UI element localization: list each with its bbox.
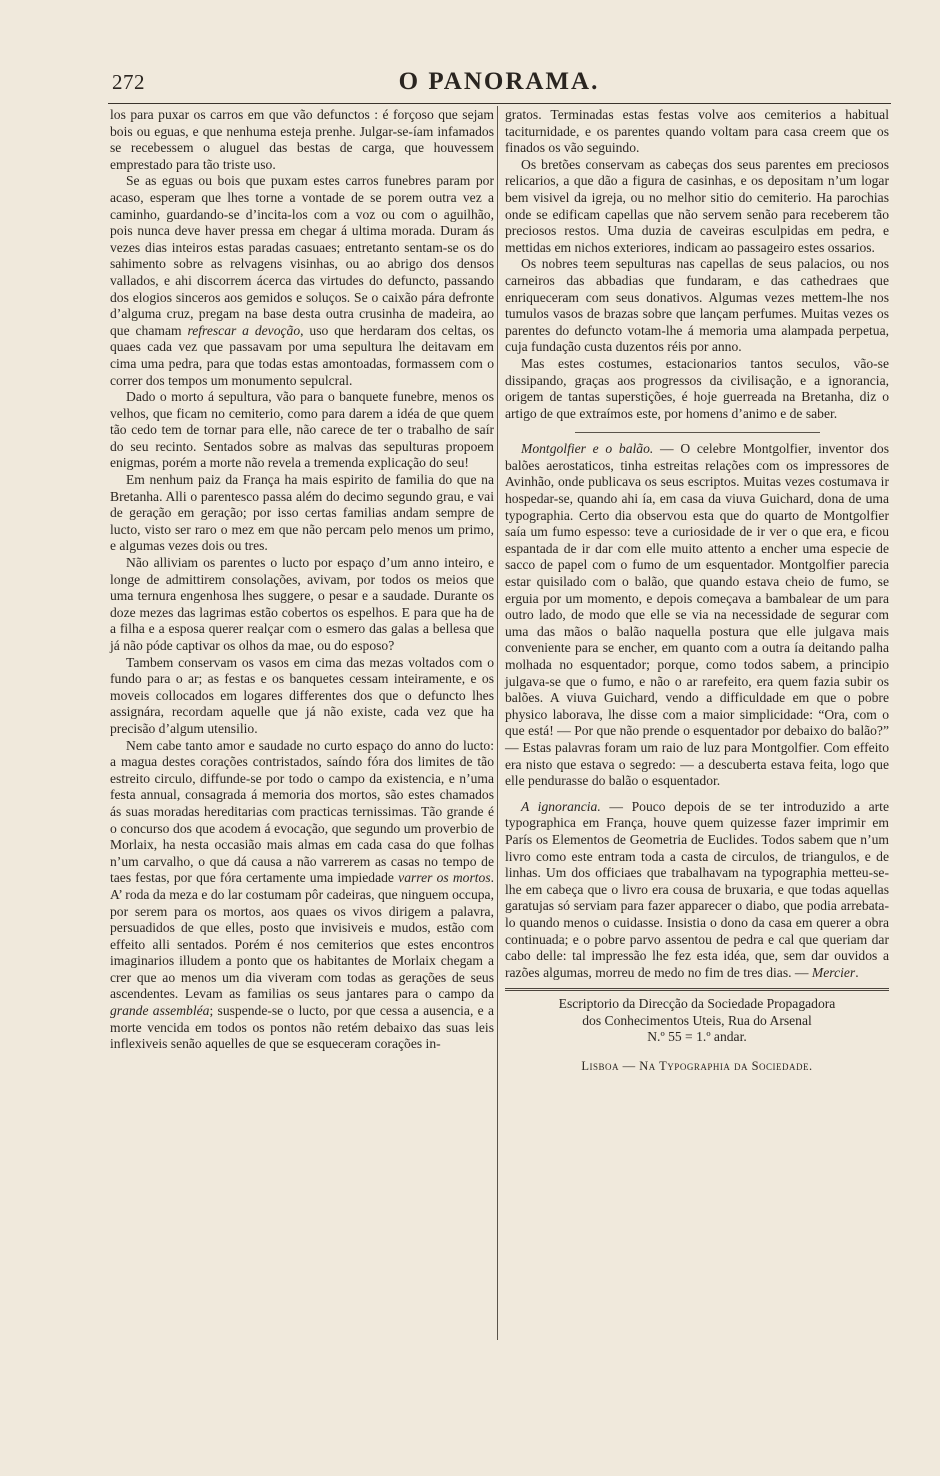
- article-ignorancia: A ignorancia. — Pouco depois de se ter introduzido a arte typographica em França, houve quem quizesse fazer imprimir em París os Elementos de Geometria de Euclides. Todos sabem que n’um livro como este entram toda a casta de circulos, de triangulos, e de linhas. Um dos officiaes que trabalhavam na typographia metteu-se-lhe em cabeça que o livro era cousa de bruxaria, e que todas aquellas garatujas só serviam para fazer apparecer o diabo, que podia arrebata-lo quando menos o cuidasse. Insistia o dono da casa em querer a obra continuada; e o pobre parvo assentou de pedra e cal que queriam dar cabo delle: tal impressão lhe fez esta idéa, que, sem dar ouvidos a razões algumas, morreu de medo no fim de tres dias. — Mercier.: [505, 798, 889, 980]
- page-number: 272: [112, 70, 145, 94]
- paragraph: Os nobres teem sepulturas nas capellas de seus palacios, ou nos carneiros das abbadias que fundaram, e das cathedraes que enriqueceram com seus donativos. Algumas vezes mettem-lhe nos tumulos vasos de brazas sobre que lançam perfumes. Muitas vezes os parentes do defuncto votam-lhe á memoria uma alampada perpetua, cuja fundação custa duzentos réis por anno.: [505, 256, 889, 355]
- right-column: [505, 107, 889, 1075]
- column-divider: [497, 106, 498, 1340]
- paragraph: Em nenhum paiz da França ha mais espirito de familia do que na Bretanha. Alli o parentesco passa além do decimo segundo grau, e vai de geração em geração; por isso certas familias andam sempre de lucto, visto ser raro o mez em que não percam pelo menos um primo, e algumas vezes dois ou tres.: [110, 472, 494, 554]
- printer-line: Lisboa — Na Typographia da Sociedade.: [581, 1059, 813, 1074]
- journal-title: O PANORAMA.: [398, 68, 600, 95]
- author-name: Mercier: [811, 964, 856, 980]
- italic-term: grande assembléa: [110, 1003, 210, 1019]
- paragraph: Dado o morto á sepultura, vão para o banquete funebre, menos os velhos, que ficam no cemiterio, como para darem a idéa de que quem tão cedo tem de tornar para elle, não carece de ter o trabalho de saír do seu recinto. Sentados sobre as malvas das sepulturas propoem enigmas, porém a morte não revela a tremenda explicação do seu!: [110, 389, 494, 471]
- imprint-line: Escriptorio da Direcção da Sociedade Propagadora: [558, 996, 836, 1012]
- article-heading: Montgolfier e o balão.: [521, 441, 654, 457]
- article-heading: A ignorancia.: [521, 798, 601, 814]
- paragraph: Tambem conservam os vasos em cima das mezas voltados com o fundo para o ar; as festas e os banquetes cessam inteiramente, e os moveis collocados em logares differentes dos que o defuncto lhes assignára, recordam aquelle que já não existe, cada vez que ha precisão d’algum utensilio.: [110, 654, 494, 736]
- article-montgolfier: Montgolfier e o balão. — O celebre Montgolfier, inventor dos balões aerostaticos, tinha estreitas relações com os impressores de Avinhão, onde publicava os seus escriptos. Muitas vezes costumava ir hospedar-se, quando ahi ía, em casa da viuva Guichard, dona de uma typographia. Certo dia observou esta que do quarto de Montgolfier saía um fumo espesso: teve a curiosidade de ir ver o que era, e ficou espantada de ir dar com elle muito attento a encher uma especie de sacco de papel com o fumo de um esquentador. Montgolfier parecia estar quisilado com o balão, que quando estava cheio de fumo, se erguia por um momento, e depois começava a bambalear de um para outro lado, de modo que elle se via na necessidade de segurar com uma das mãos o balão naquella postura que elle julgava mais conveniente para se encher, em quanto com a outra ía deitando palha molhada no esquentador; porque, como todos sabem, a principio julgava-se que o fumo, e não o ar rarefeito, era quem fazia subir os balões. A viuva Guichard, vendo a difficuldade em que o pobre physico laborava, lhe disse com a maior simplicidade: “Ora, com o que está! — Por que não prende o esquentador por debaixo do balão?” — Estas palavras foram um raio de luz para Montgolfier. Com effeito era nisto que estava o segredo: — a descuberta estava feita, logo que elle pendurasse do balão o esquentador.: [505, 441, 889, 789]
- italic-term: varrer os mortos: [398, 870, 491, 886]
- paragraph: los para puxar os carros em que vão defunctos : é forçoso que sejam bois ou eguas, e que nenhuma esteja prenhe. Julgar-se-íam infamados se recebessem o aluguel das bestas de carga, que houvessem emprestado para tão triste uso.: [110, 107, 494, 172]
- paragraph: Mas estes costumes, estacionarios tantos seculos, vão-se dissipando, graças aos progressos da civilisação, e a ignorancia, origem de tantas superstições, é hoje guerreada na Bretanha, diz o artigo de que extraímos este, por homens d’animo e de saber.: [505, 355, 889, 421]
- paragraph: Se as eguas ou bois que puxam estes carros funebres param por acaso, esperam que lhes torne a vontade de se porem outra vez a caminho, guardando-se d’incita-los com a voz ou com o aguilhão, pois nunca deve haver pressa em chegar á ultima morada. Duram ás vezes dias inteiros estas paradas casuaes; entretanto sentam-se os do sahimento sobre as relvagens visinhas, ou ao abrigo dos densos vallados, e ahi discorrem ácerca das virtudes do defuncto, passando dos elogios sinceros aos gemidos e soluços. Se o caixão pára defronte d’alguma cruz, pregam na base desta outra crusinha de madeira, ao que chamam refrescar a devoção, uso que herdaram dos celtas, os quaes cada vez que passavam por uma sepultura lhe deitavam em cima uma pedra, para que todas estas amontoadas, formassem com o correr dos tempos um monumento sepulcral.: [110, 173, 494, 388]
- paragraph: Não alliviam os parentes o lucto por espaço d’um anno inteiro, e longe de admittirem consolações, avivam, por todos os meios que uma ternura engenhosa lhes suggere, o pesar e a saudade. Durante os doze mezes das lagrimas estão cobertos os espelhos. E para que ha de a filha e a esposa querer realçar com o esmero das galas a bellesa que já não póde captivar os olhos da mae, ou do esposo?: [110, 555, 494, 653]
- header-rule: [108, 103, 891, 104]
- page-header: [108, 64, 890, 102]
- imprint-line: dos Conhecimentos Uteis, Rua do Arsenal: [582, 1012, 812, 1028]
- italic-term: refrescar a devoção: [187, 322, 301, 338]
- paragraph: gratos. Terminadas estas festas volve aos cemiterios a habitual taciturnidade, e os parentes quando voltam para casa creem que os finados os vão seguindo.: [505, 107, 889, 156]
- left-column: [110, 107, 494, 1053]
- paragraph: Nem cabe tanto amor e saudade no curto espaço do anno do lucto: a magua destes corações contristados, saíndo fóra dos limites de tão estreito circulo, diffunde-se por todo o campo da existencia, e n’uma festa annual, consagrada á memoria dos mortos, são estes chamados ás suas moradas hereditarias com practicas ternissimas. Tão grande é o concurso dos que acodem á evocação, que segundo um proverbio de Morlaix, ha nesta occasião mais almas em cada casa do que folhas n’um carvalho, o que dá causa a não varrerem as casas no tempo de taes festas, por que fóra certamente uma impiedade varrer os mortos. A’ roda da meza e do lar costumam pôr cadeiras, que ninguem occupa, por serem para os mortos, aos quaes os vivos dirigem a palavra, persuadidos de que elles, posto que invisiveis e mudos, estão com effeito alli sentados. Porém é nos cemiterios que estes encontros imaginarios illudem a ponto que os habitantes de Morlaix chegam a crer que ao menos um dia viveram com todas as gerações de seus ascendentes. Levam as familias os seus jantares para o campo da grande assembléa; suspende-se o lucto, por que cessa a ausencia, e a morte vencida em todos os pontos não retém debaixo das suas leis inflexiveis senão aquelles de que se esqueceram corações in-: [110, 737, 495, 1052]
- imprint-line: N.º 55 = 1.º andar.: [647, 1029, 747, 1045]
- imprint-rule: [505, 988, 889, 991]
- paragraph: Os bretões conservam as cabeças dos seus parentes em preciosos relicarios, a que dão a figura de casinhas, e os depositam n’um logar bem visivel da igreja, ou no melhor sitio do cemiterio. Ha parochias onde se edificam capellas que não servem senão para receberem tão preciosos restos. Uma duzia de caveiras esculpidas em pedra, e mettidas em nichos exteriores, indicam ao passageiro estes ossarios.: [505, 156, 889, 255]
- section-separator: [575, 432, 820, 433]
